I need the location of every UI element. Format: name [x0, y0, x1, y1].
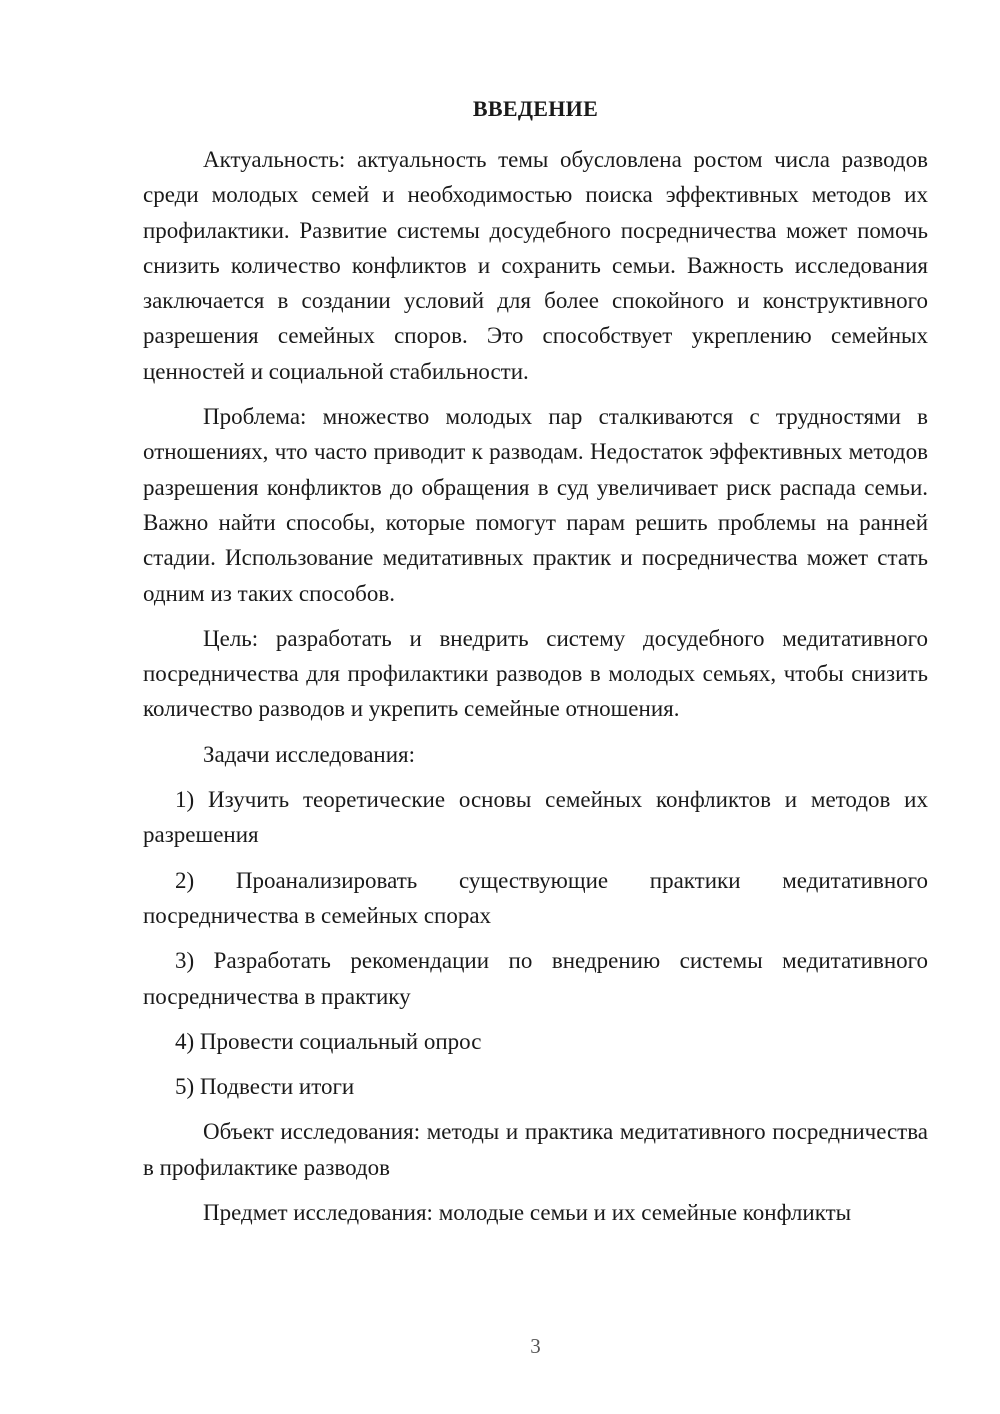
- paragraph-subject: Предмет исследования: молодые семьи и их семейные конфликты: [203, 1200, 852, 1226]
- paragraph-goal: Цель: разработать и внедрить систему досудебного медитативного посредничества для профилактики разводов в молодых семьях, чтобы снизить количество разводов и укрепить семейные отношения.: [143, 625, 928, 722]
- task-item-5: 5) Подвести итоги: [175, 1074, 355, 1100]
- task-item-3: 3) Разработать рекомендации по внедрению системы медитативного посредничества в практику: [143, 948, 928, 1009]
- tasks-heading: Задачи исследования:: [203, 741, 416, 767]
- task-item-4: 4) Провести социальный опрос: [175, 1028, 482, 1054]
- section-heading: ВВЕДЕНИЕ: [472, 96, 599, 121]
- task-item-1: 1) Изучить теоретические основы семейных конфликтов и методов их разрешения: [143, 787, 928, 848]
- task-item-2: 2) Проанализировать существующие практики медитативного посредничества в семейных спорах: [143, 867, 928, 928]
- paragraph-relevance: Актуальность: актуальность темы обусловлена ростом числа разводов среди молодых семей и необходимостью поиска эффективных методов их профилактики. Развитие системы досудебного посредничества может помочь снизить количество конфликтов и сохранить семьи. Важность исследования заключается в создании условий для более спокойного и конструктивного разрешения семейных споров. Это способствует укреплению семейных ценностей и социальной стабильности.: [143, 147, 928, 384]
- paragraph-problem: Проблема: множество молодых пар сталкиваются с трудностями в отношениях, что часто приводит к разводам. Недостаток эффективных методов разрешения конфликтов до обращения в суд увеличивает риск распада семьи. Важно найти способы, которые помогут парам решить проблемы на ранней стадии. Использование медитативных практик и посредничества может стать одним из таких способов.: [143, 404, 928, 606]
- paragraph-object: Объект исследования: методы и практика медитативного посредничества в профилактике разводов: [143, 1119, 928, 1180]
- document-page: [143, 0, 928, 1414]
- page-number: 3: [530, 1334, 541, 1358]
- document-body: [143, 142, 928, 1240]
